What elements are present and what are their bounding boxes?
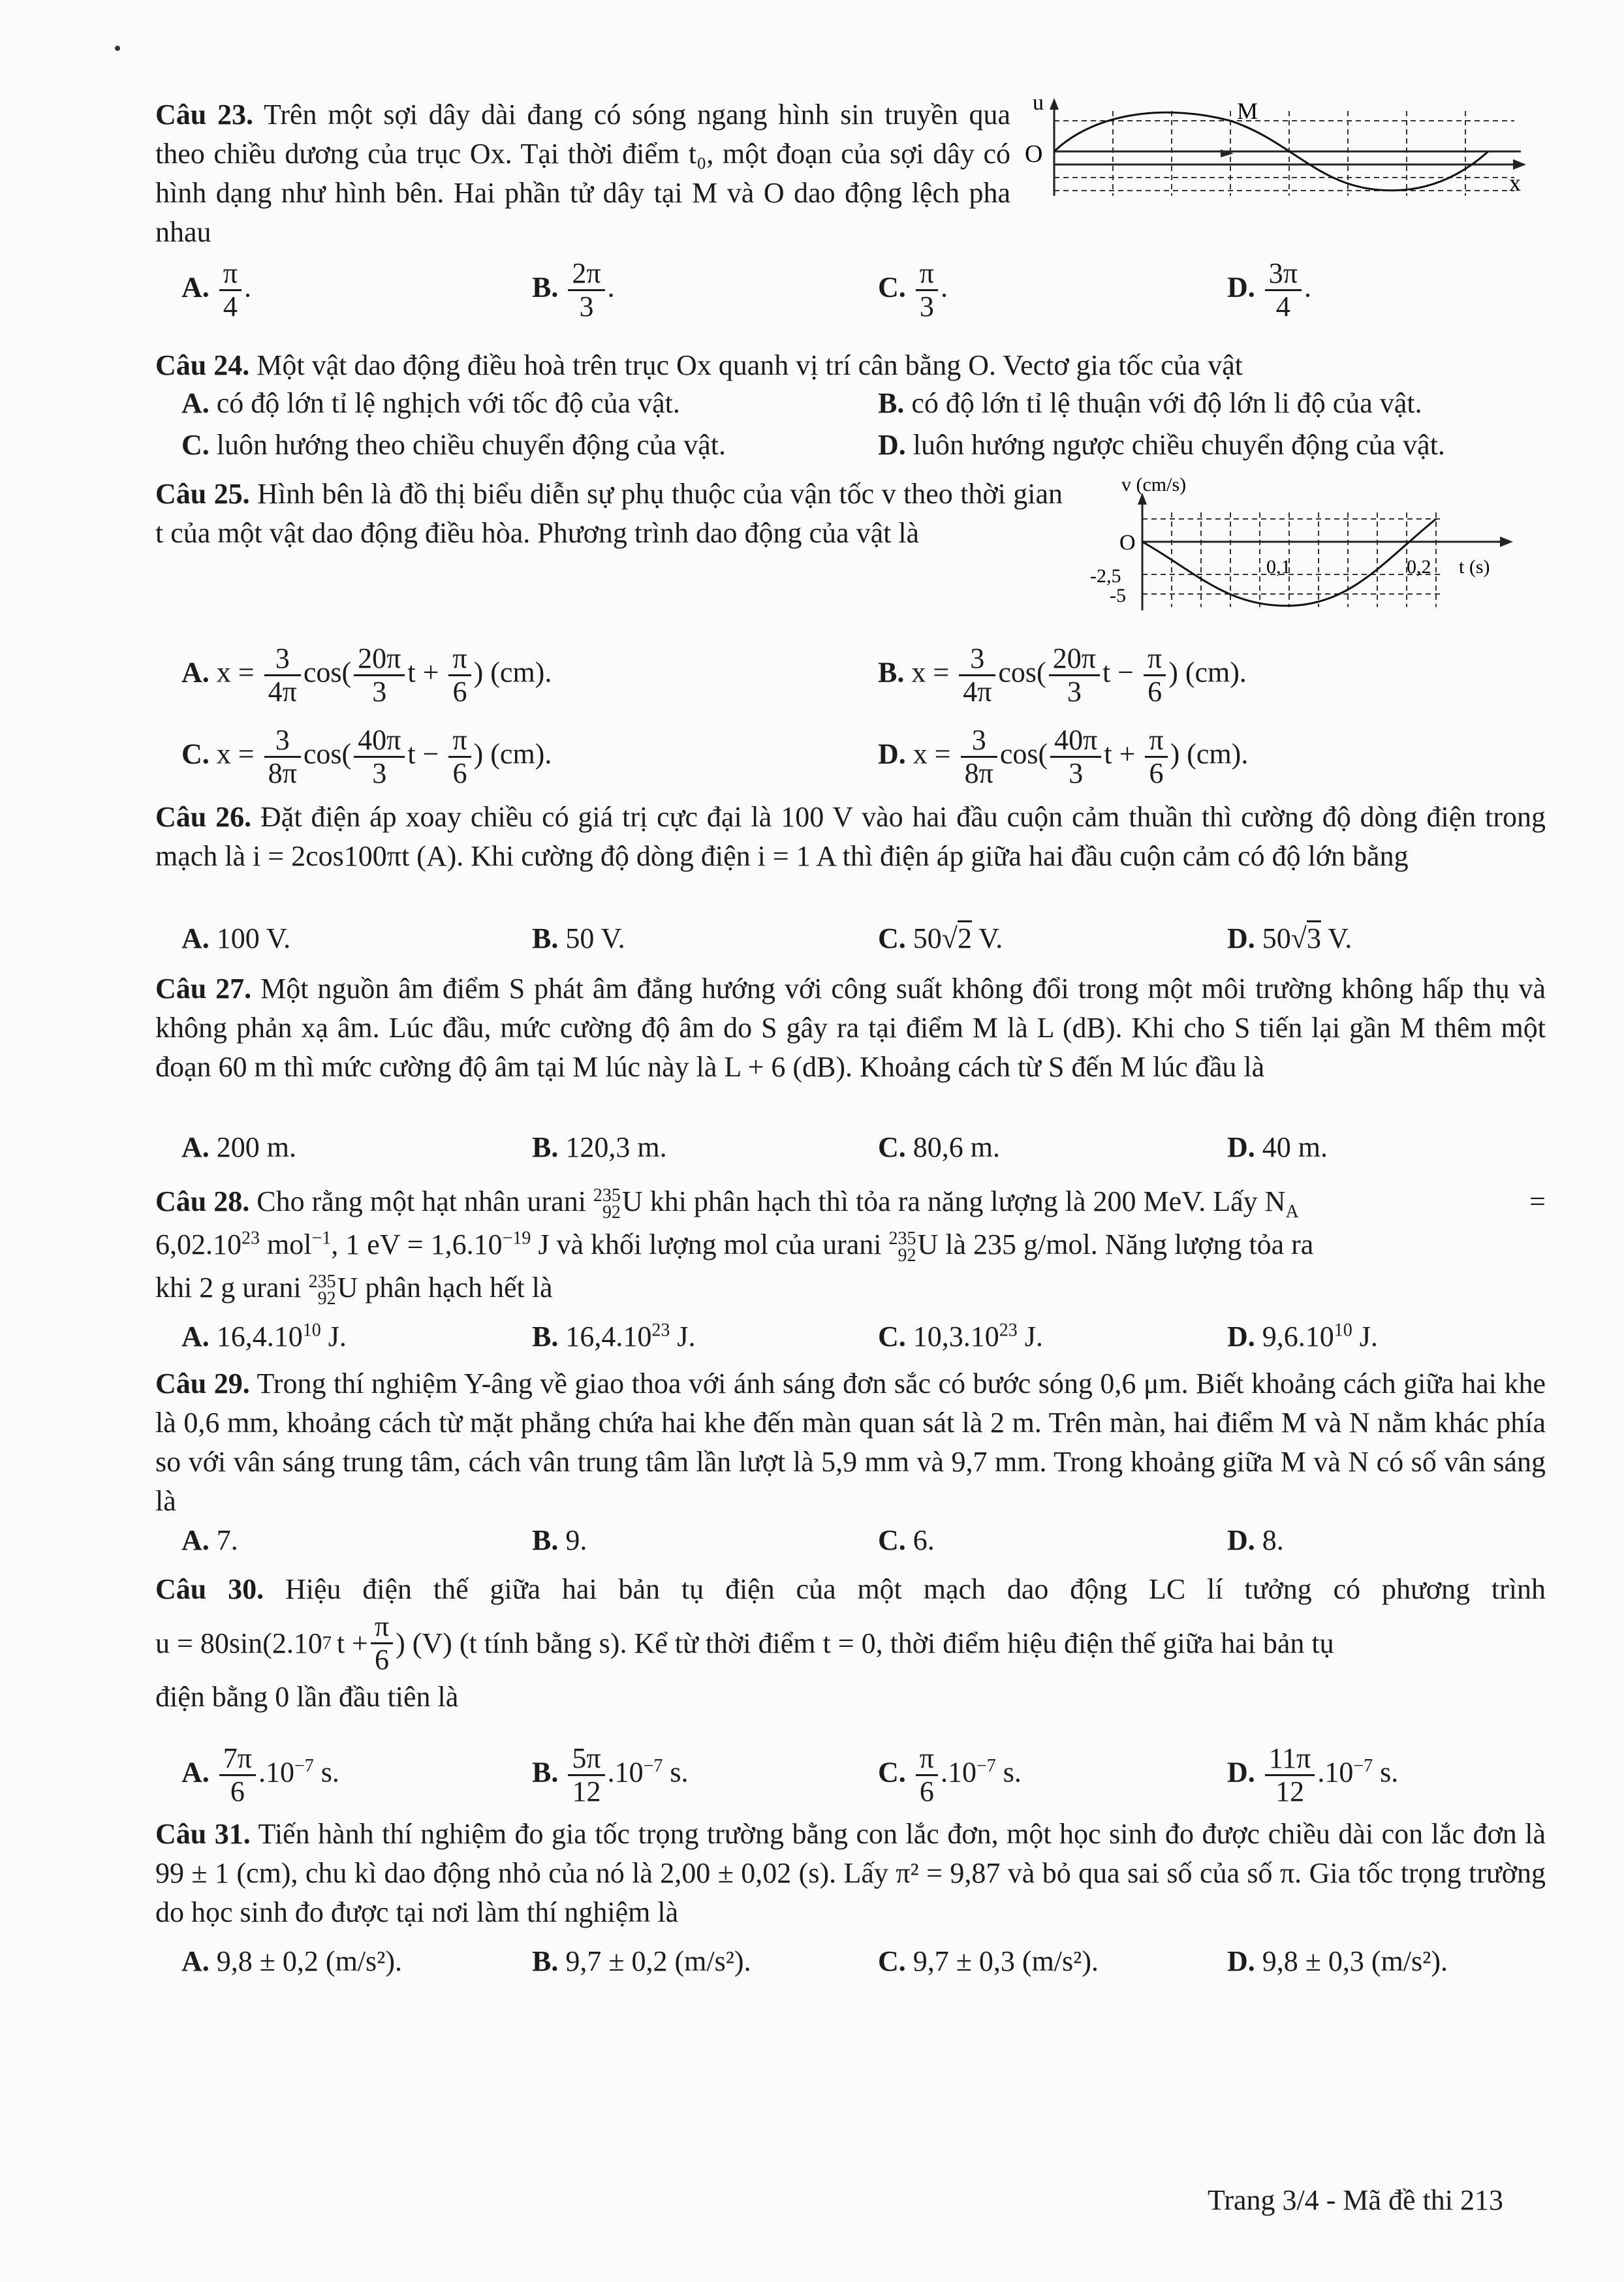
question-24 [155, 346, 1487, 385]
option-text: 100 V. [216, 922, 291, 954]
wave-figure [1018, 91, 1527, 209]
option-text: 9. [565, 1524, 587, 1556]
option-letter: D. [1227, 1131, 1255, 1163]
option-letter: B. [532, 1321, 559, 1352]
option-text: 9,6.10 [1262, 1321, 1334, 1352]
tick-0-2: 0,2 [1407, 556, 1431, 578]
q28-sub-a: A [1285, 1201, 1299, 1222]
option-text: t − [407, 738, 446, 770]
option-text: có độ lớn tỉ lệ nghịch với tốc độ của vật. [216, 387, 680, 419]
option-text: 200 m. [216, 1131, 297, 1163]
option-letter: A. [181, 922, 210, 954]
option-text: s. [663, 1756, 689, 1789]
option-text: ) (cm). [473, 738, 552, 770]
option-text: .10 [258, 1756, 294, 1789]
fraction [448, 725, 471, 789]
question-27 [155, 969, 1546, 1087]
option-b [532, 919, 625, 958]
option-d [878, 725, 1248, 789]
denominator: 4 [223, 290, 238, 322]
option-c [878, 1942, 1099, 1981]
fraction [354, 725, 405, 789]
q30-text-3: điện bằng 0 lần đầu tiên là [155, 1681, 459, 1713]
option-text: 50 V. [565, 922, 625, 954]
numerator: 3 [264, 725, 301, 758]
option-letter: A. [181, 1321, 210, 1352]
option-letter: A. [181, 387, 210, 419]
option-b [532, 1317, 695, 1356]
option-text: luôn hướng ngược chiều chuyển động của vật. [913, 429, 1445, 461]
question-label: Câu 31. [155, 1818, 251, 1850]
option-text: 8. [1262, 1524, 1284, 1556]
radicand: 2 [958, 920, 972, 954]
fraction [916, 258, 938, 322]
option-letter: D. [1227, 1756, 1255, 1789]
option-letter: B. [532, 1756, 559, 1789]
option-letter: C. [878, 922, 906, 954]
denominator: 3 [1069, 757, 1084, 789]
question-text: Một nguồn âm điểm S phát âm đẳng hướng với công suất không đổi trong một môi trường không hấp thụ và không phản xạ âm. Lúc đầu, mức cường độ âm do S gây ra tại điểm M là L (dB). Khi cho S tiến lại gần M thêm một đoạn 60 m thì mức cường độ âm tại M lúc này là L + 6 (dB). Khoảng cách từ S đến M lúc đầu là [155, 973, 1546, 1083]
uranium-nuclide: 235 92 [888, 1228, 916, 1266]
question-label: Câu 24. [155, 349, 250, 381]
option-letter: B. [532, 271, 559, 304]
page-footer: Trang 3/4 - Mã đề thi 213 [1208, 2184, 1504, 2216]
option-text: J. [320, 1321, 347, 1352]
question-label: Câu 23. [155, 99, 253, 131]
fraction [354, 643, 405, 708]
superscript: 10 [302, 1320, 321, 1341]
option-letter: D. [1227, 922, 1255, 954]
numerator: 40π [354, 725, 405, 758]
numerator: 7π [219, 1743, 256, 1776]
q28-text-1: Cho rằng một hạt nhân urani [257, 1185, 586, 1217]
numerator: π [916, 1743, 938, 1776]
option-text: ) (cm). [1170, 738, 1249, 770]
question-text: Hình bên là đồ thị biểu diễn sự phụ thuộc của vận tốc v theo thời gian t của một vật dao động điều hòa. Phương trình dao động của vật là [155, 478, 1063, 549]
option-c [181, 426, 726, 465]
fraction [568, 1743, 604, 1807]
option-text: x = [913, 738, 958, 770]
superscript: 23 [999, 1320, 1018, 1341]
option-b [532, 1743, 689, 1807]
denominator: 12 [1275, 1775, 1305, 1807]
numerator: 3π [1265, 258, 1302, 291]
option-letter: D. [1227, 1945, 1255, 1977]
option-d [1227, 1942, 1448, 1981]
option-a [181, 1942, 402, 1981]
fraction [1049, 643, 1100, 708]
point-m-label: M [1237, 98, 1258, 124]
origin-label: O [1025, 140, 1043, 168]
uranium-nuclide: 235 92 [593, 1185, 621, 1223]
fraction [264, 643, 301, 708]
option-a [181, 384, 680, 423]
option-letter: D. [1227, 1321, 1255, 1352]
question-29 [155, 1364, 1546, 1521]
option-tail: . [244, 271, 251, 304]
option-text: ) (cm). [1168, 656, 1247, 689]
fraction [1265, 258, 1302, 322]
tick-minus-2-5: -2,5 [1090, 565, 1121, 587]
fraction [916, 1743, 938, 1807]
numerator: 20π [354, 643, 405, 676]
superscript: 10 [1334, 1320, 1352, 1341]
option-letter: B. [532, 922, 559, 954]
option-text: cos( [303, 738, 352, 770]
option-text: t − [1102, 656, 1141, 689]
fraction [961, 725, 997, 789]
question-label: Câu 28. [155, 1185, 250, 1217]
option-text: 9,7 ± 0,3 (m/s²). [913, 1945, 1099, 1977]
option-text: 50 [1262, 922, 1291, 954]
question-text: Đặt điện áp xoay chiều có giá trị cực đại là 100 V vào hai đầu cuộn cảm thuần thì cường độ dòng điện trong mạch là i = 2cos100πt (A). Khi cường độ dòng điện i = 1 A thì điện áp giữa hai đầu cuộn cảm có độ lớn bằng [155, 801, 1546, 872]
option-letter: B. [878, 387, 905, 419]
option-tail: . [607, 271, 615, 304]
option-d [878, 426, 1445, 465]
option-letter: C. [878, 1945, 906, 1977]
question-23 [155, 95, 1010, 252]
option-text: s. [313, 1756, 339, 1789]
origin-label: O [1119, 531, 1136, 555]
tick-minus-5: -5 [1110, 585, 1126, 606]
option-letter: D. [1227, 1524, 1255, 1556]
denominator: 6 [919, 1775, 934, 1807]
option-d [1227, 1743, 1398, 1807]
option-d [1227, 1317, 1378, 1356]
option-tail: . [941, 271, 948, 304]
option-text: x = [911, 656, 957, 689]
option-text: V. [971, 922, 1003, 954]
denominator: 6 [452, 757, 467, 789]
option-text: 7. [216, 1524, 238, 1556]
option-c [878, 1743, 1022, 1807]
option-a [181, 258, 251, 322]
denominator: 3 [1067, 676, 1082, 708]
option-d [1227, 919, 1352, 958]
option-letter: C. [878, 1131, 906, 1163]
numerator: 11π [1265, 1743, 1315, 1776]
option-text: .10 [607, 1756, 644, 1789]
question-28: Câu 28. Cho rằng một hạt nhân urani 235 92 U khi phân hạch thì tỏa ra năng lượng là 200 MeV. Lấy $N_A$ = $6,02.10^{23}$ mol$^{-1}$, 1 eV = $1,6.10^{-19}$ J và khối lượng mol của urani 235 92 U là 235 g/mol. Năng lượng tỏa ra khi 2 g urani 235 92 U phân hạch hết là [155, 1180, 1546, 1309]
option-letter: B. [532, 1524, 559, 1556]
fraction [219, 258, 242, 322]
option-text: x = [216, 656, 262, 689]
denominator: 6 [1148, 676, 1163, 708]
option-letter: A. [181, 1131, 210, 1163]
option-c [878, 258, 948, 322]
question-text: Tiến hành thí nghiệm đo gia tốc trọng trường bằng con lắc đơn, một học sinh đo được chiều dài con lắc đơn là 99 ± 1 (cm), chu kì dao động nhỏ của nó là 2,00 ± 0,02 (s). Lấy π² = 9,87 và bỏ qua sai số của số π. Gia tốc trọng trường do học sinh đo được tại nơi làm thí nghiệm là [155, 1818, 1546, 1928]
numerator: π [1144, 643, 1166, 676]
fraction [448, 643, 471, 708]
option-text: có độ lớn tỉ lệ thuận với độ lớn li độ của vật. [911, 387, 1422, 419]
option-text: 80,6 m. [913, 1131, 1001, 1163]
q30-text-1: Hiệu điện thế giữa hai bản tụ điện của một mạch dao động LC lí tưởng có phương trình [285, 1573, 1546, 1605]
option-letter: C. [878, 1524, 906, 1556]
numerator: 40π [1050, 725, 1101, 758]
option-letter: C. [878, 1321, 906, 1352]
denominator: 4 [1275, 290, 1290, 322]
option-text: s. [995, 1756, 1022, 1789]
option-letter: B. [532, 1131, 559, 1163]
tick-0-1: 0,1 [1266, 556, 1291, 578]
option-text: V. [1320, 922, 1352, 954]
option-c [878, 1128, 1000, 1167]
numerator: 3 [264, 643, 301, 676]
fraction [1144, 643, 1166, 708]
fraction [568, 258, 604, 322]
option-letter: C. [181, 738, 210, 770]
velocity-graph [1077, 477, 1534, 627]
option-letter: D. [1227, 271, 1255, 304]
numerator: 20π [1049, 643, 1100, 676]
t-axis-label: t (s) [1459, 556, 1490, 578]
v-axis-label: v (cm/s) [1121, 477, 1187, 495]
option-text: 16,4.10 [216, 1321, 303, 1352]
superscript: 23 [651, 1320, 670, 1341]
option-text: 6. [913, 1524, 935, 1556]
option-d [1227, 1128, 1328, 1167]
option-a [181, 1128, 296, 1167]
radicand: 3 [1307, 920, 1321, 954]
option-text: luôn hướng theo chiều chuyển động của vật. [216, 429, 726, 461]
option-text: cos( [303, 656, 352, 689]
option-a [181, 1317, 347, 1356]
fraction [1050, 725, 1101, 789]
option-letter: A. [181, 1524, 210, 1556]
denominator: 6 [1149, 757, 1164, 789]
option-b [878, 643, 1247, 708]
question-26 [155, 798, 1546, 876]
option-text: cos( [998, 656, 1046, 689]
q28-text-2: U khi phân hạch thì tỏa ra năng lượng là 200 MeV. Lấy N [621, 1185, 1286, 1217]
option-c [878, 919, 1003, 958]
option-letter: A. [181, 1756, 210, 1789]
numerator: 2π [568, 258, 604, 291]
numerator: π [1145, 725, 1167, 758]
option-a [181, 1521, 238, 1560]
scan-dot [115, 46, 120, 51]
option-a [181, 919, 290, 958]
option-text: 10,3.10 [913, 1321, 999, 1352]
option-d [1227, 1521, 1284, 1560]
numerator: π [448, 643, 471, 676]
option-text: 40 m. [1262, 1131, 1328, 1163]
option-text: 16,4.10 [565, 1321, 652, 1352]
denominator: 3 [579, 290, 594, 322]
denominator: 6 [230, 1775, 245, 1807]
numerator: π [448, 725, 471, 758]
option-text: 9,8 ± 0,2 (m/s²). [216, 1945, 402, 1977]
denominator: 4π [963, 676, 992, 708]
option-a [181, 1743, 339, 1807]
option-text: J. [1017, 1321, 1043, 1352]
option-text: .10 [1317, 1756, 1354, 1789]
option-d [1227, 258, 1311, 322]
fraction [219, 1743, 256, 1807]
option-letter: A. [181, 656, 210, 689]
option-letter: B. [878, 656, 905, 689]
option-c [181, 725, 552, 789]
option-text: t + [407, 656, 446, 689]
option-text: 9,7 ± 0,2 (m/s²). [565, 1945, 751, 1977]
denominator: 12 [572, 1775, 601, 1807]
denominator: 8π [268, 757, 297, 789]
denominator: 3 [372, 757, 387, 789]
fraction [264, 725, 301, 789]
option-text: 120,3 m. [565, 1131, 667, 1163]
x-axis-label: x [1509, 170, 1521, 196]
option-letter: C. [878, 1756, 906, 1789]
option-a [181, 643, 552, 708]
q28-equals: = [1529, 1185, 1546, 1217]
option-text: J. [670, 1321, 696, 1352]
superscript: −7 [294, 1755, 314, 1776]
question-label: Câu 30. [155, 1573, 264, 1605]
denominator: 4π [268, 676, 297, 708]
question-text: Trên một sợi dây dài đang có sóng ngang hình sin truyền qua theo chiều dương của trục Ox. Tại thời điểm t₀, một đoạn của sợi dây có hình dạng như hình bên. Hai phần tử dây tại M và O dao động lệch pha nhau [155, 99, 1010, 248]
question-label: Câu 27. [155, 973, 252, 1005]
option-text: 50 [913, 922, 942, 954]
option-b [532, 1521, 587, 1560]
option-b [532, 1128, 667, 1167]
option-text: x = [216, 738, 262, 770]
fraction [1265, 1743, 1315, 1807]
option-c [878, 1317, 1043, 1356]
superscript: −7 [643, 1755, 663, 1776]
u-axis-label: u [1033, 91, 1044, 115]
numerator: 3 [961, 725, 997, 758]
option-letter: B. [532, 1945, 559, 1977]
numerator: π [916, 258, 938, 291]
denominator: 3 [372, 676, 387, 708]
square-root: √2 [942, 920, 972, 954]
superscript: −7 [1353, 1755, 1373, 1776]
denominator: 8π [964, 757, 993, 789]
option-letter: D. [878, 429, 906, 461]
option-letter: C. [878, 271, 906, 304]
question-label: Câu 29. [155, 1368, 250, 1399]
fraction [1145, 725, 1167, 789]
numerator: π [219, 258, 242, 291]
option-text: J. [1352, 1321, 1378, 1352]
question-text: Một vật dao động điều hoà trên trục Ox quanh vị trí cân bằng O. Vectơ gia tốc của vật [257, 349, 1243, 381]
option-letter: A. [181, 271, 210, 304]
option-b [532, 258, 615, 322]
option-text: s. [1373, 1756, 1399, 1789]
square-root: √3 [1291, 920, 1321, 954]
question-31 [155, 1815, 1546, 1932]
option-b [878, 384, 1422, 423]
option-text: 9,8 ± 0,3 (m/s²). [1262, 1945, 1448, 1977]
option-letter: A. [181, 1945, 210, 1977]
option-letter: C. [181, 429, 210, 461]
question-label: Câu 26. [155, 801, 252, 833]
fraction [959, 643, 995, 708]
superscript: −7 [976, 1755, 996, 1776]
option-b [532, 1942, 751, 1981]
option-tail: . [1304, 271, 1311, 304]
question-30: Câu 30. Hiệu điện thế giữa hai bản tụ điện của một mạch dao động LC lí tưởng có phương trình u = 80sin(2.10 7 t + $\frac{\pi}{6}$ ) (V) (t tính bằng s). Kể từ thời điểm t = 0, thời điểm hiệu điện thế giữa hai bản tụ điện bằng 0 lần đầu tiên là [155, 1570, 1546, 1717]
question-text: Trong thí nghiệm Y-âng về giao thoa với ánh sáng đơn sắc có bước sóng 0,6 μm. Biết khoảng cách giữa hai khe là 0,6 mm, khoảng cách từ mặt phẳng chứa hai khe đến màn quan sát là 2 m. Trên màn, hai điểm M và N nằm khác phía so với vân sáng trung tâm, cách vân trung tâm lần lượt là 5,9 mm và 9,7 mm. Trong khoảng giữa M và N có số vân sáng là [155, 1368, 1546, 1517]
phase-fraction: $\frac{\pi}{6}$ [371, 1611, 393, 1676]
option-text: t + [1104, 738, 1143, 770]
denominator: 3 [919, 290, 934, 322]
option-c [878, 1521, 935, 1560]
uranium-nuclide: 235 92 [308, 1271, 336, 1309]
question-25 [155, 475, 1063, 553]
denominator: 6 [452, 676, 467, 708]
option-text: .10 [941, 1756, 976, 1789]
numerator: 3 [959, 643, 995, 676]
option-text: ) (cm). [473, 656, 552, 689]
numerator: 5π [568, 1743, 604, 1776]
option-letter: D. [878, 738, 906, 770]
option-text: cos( [999, 738, 1048, 770]
question-label: Câu 25. [155, 478, 250, 510]
